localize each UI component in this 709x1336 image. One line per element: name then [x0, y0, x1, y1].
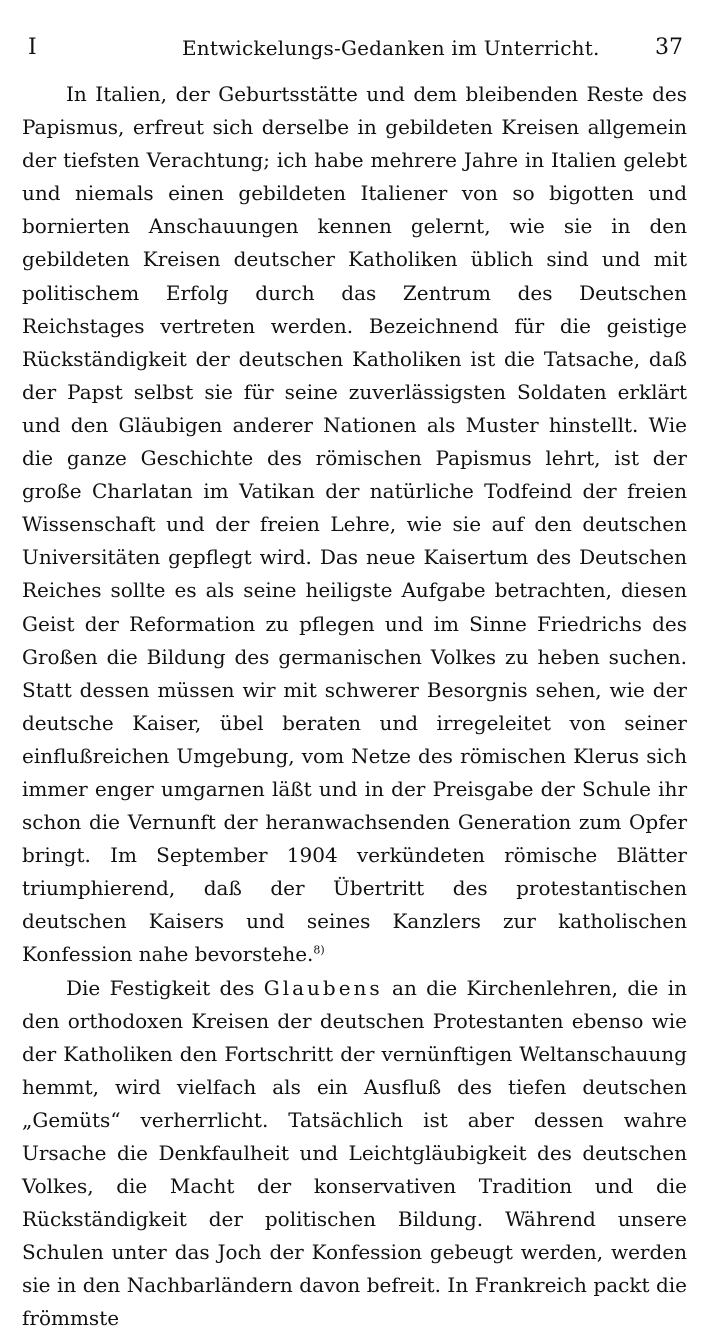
running-title: Entwickelungs-Gedanken im Unterricht. — [182, 36, 600, 60]
book-page — [22, 18, 687, 1336]
page-number: 37 — [655, 35, 683, 60]
paragraph-text: In Italien, der Geburtsstätte und dem bleibenden Reste des Papismus, erfreut sich derselbe in gebildeten Kreisen allgemein der tiefsten Verachtung; ich habe mehrere Jahre in Italien gelebt und niemals einen gebildeten Italiener von so bigotten und bornierten Anschauungen kennen gelernt, wie sie in den gebildeten Kreisen deutscher Katholiken üblich sind und mit politischem Erfolg durch das Zentrum des Deutschen Reichstages vertreten werden. Bezeichnend für die geistige Rückständigkeit der deutschen Katholiken ist die Tatsache, daß der Papst selbst sie für seine zuverlässigsten Soldaten erklärt und den Gläubigen anderer Nationen als Muster hinstellt. Wie die ganze Geschichte des römischen Papismus lehrt, ist der große Charlatan im Vatikan der natürliche Todfeind der freien Wissenschaft und der freien Lehre, wie sie auf den deutschen Universitäten gepflegt wird. Das neue Kaisertum des Deutschen Reiches sollte es als seine heiligste Aufgabe betrachten, diesen Geist der Reformation zu pflegen und im Sinne Friedrichs des Großen die Bildung des germanischen Volkes zu heben suchen. Statt dessen müssen wir mit schwerer Besorgnis sehen, wie der deutsche Kaiser, übel beraten und irregeleitet von seiner einflußreichen Umgebung, vom Netze des römischen Klerus sich immer enger umgarnen läßt und in der Preisgabe der Schule ihr schon die Vernunft der heranwachsenden Generation zum Opfer bringt. Im September 1904 verkündeten römische Blätter triumphierend, daß der Übertritt des protestantischen deutschen Kaisers und seines Kanzlers zur katholischen Konfession nahe bevorstehe. — [22, 82, 687, 967]
footnote-reference: 8) — [313, 943, 325, 957]
running-head — [22, 18, 687, 78]
emphasized-word: Glaubens — [263, 975, 383, 1000]
paragraph-italien — [22, 78, 687, 972]
paragraph-glauben — [22, 972, 687, 1336]
paragraph-text: an die Kirchenlehren, die in den orthodoxen Kreisen der deutschen Protestanten ebenso wie der Katholiken den Fortschritt der vernünftigen Weltanschauung hemmt, wird vielfach als ein Ausfluß des tiefen deutschen „Gemüts“ verherrlicht. Tatsächlich ist aber dessen wahre Ursache die Denkfaulheit und Leichtgläubigkeit des deutschen Volkes, die Macht der konservativen Tradition und die Rückständigkeit der politischen Bildung. Während unsere Schulen unter das Joch der Konfession gebeugt werden, werden sie in den Nachbarländern davon befreit. In Frankreich packt die frömmste — [22, 975, 687, 1331]
body-text — [22, 78, 687, 1336]
paragraph-lead: Die Festigkeit des — [66, 975, 255, 1000]
signature-mark: I — [28, 35, 37, 60]
